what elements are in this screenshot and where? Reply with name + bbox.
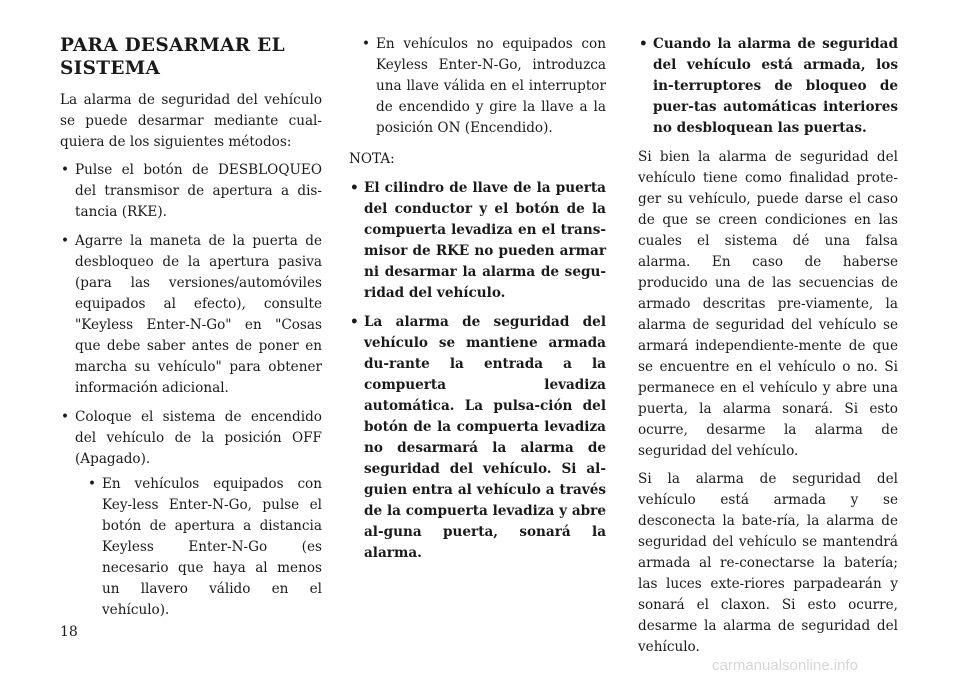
method-text: Agarre la maneta de la puerta de desbloqueo de la apertura pasiva (para las versiones/automóviles equipados al efecto), consulte "Keyless Enter-N-Go" en "Cosas que debe saber antes de poner en marcha su vehículo" para obtener información adicional. bbox=[75, 233, 322, 396]
intro-paragraph: La alarma de seguridad del vehículo se puede desarmar mediante cual-quiera de los siguientes métodos: bbox=[60, 92, 322, 150]
note-text: La alarma de seguridad del vehículo se mantiene armada du-rante la entrada a la compuerta levadiza automática. La pulsa-ción del botón de la compuerta levadiza no desarmará la alarma de seguridad del vehículo. Si al-guien entra al vehículo a través de la compuerta levadiza y abre al-guna puerta, sonará la alarma. bbox=[364, 314, 606, 561]
method-text: Coloque el sistema de encendido del vehículo de la posición OFF (Apagado). bbox=[75, 409, 322, 467]
bullet-icon: • bbox=[61, 409, 70, 425]
bullet-icon: • bbox=[362, 36, 371, 52]
bullet-icon: • bbox=[350, 314, 359, 330]
note-text: Cuando la alarma de seguridad del vehículo está armada, los in-terruptores de bloqueo de puer-tas automáticas interiores no desbloquean las puertas. bbox=[653, 36, 898, 136]
note-text: El cilindro de llave de la puerta del conductor y el botón de la compuerta levadiza en el trans-misor de RKE no pueden armar ni desarmar la alarma de segu-ridad del vehículo. bbox=[364, 180, 606, 301]
bullet-icon: • bbox=[350, 180, 359, 196]
method-text: Pulse el botón de DESBLOQUEO del transmisor de apertura a dis-tancia (RKE). bbox=[75, 162, 322, 220]
bullet-icon: • bbox=[61, 162, 70, 178]
page-number: 18 bbox=[60, 624, 78, 640]
bullet-icon: • bbox=[61, 233, 70, 249]
sub-method-text: En vehículos equipados con Key-less Enter-N-Go, pulse el botón de apertura a distancia Keyless Enter-N-Go (es necesario que haya al menos un llavero válido en el vehículo). bbox=[102, 476, 322, 618]
bullet-icon: • bbox=[639, 36, 648, 52]
nota-label: NOTA: bbox=[349, 151, 395, 167]
bullet-icon: • bbox=[88, 476, 97, 492]
section-heading: PARA DESARMAR EL SISTEMA bbox=[60, 35, 285, 79]
watermark-text: carmanualsonline.info bbox=[712, 657, 858, 674]
body-paragraph: Si la alarma de seguridad del vehículo está armada y se desconecta la bate-ría, la alarma de seguridad del vehículo se mantendrá armada al re-conectarse la batería; las luces exte-riores parpadearán y sonará el claxon. Si esto ocurre, desarme la alarma de seguridad del vehículo. bbox=[638, 471, 898, 655]
sub-method-text: En vehículos no equipados con Keyless Enter-N-Go, introduzca una llave válida en el interruptor de encendido y gire la llave a la posición ON (Encendido). bbox=[376, 36, 606, 136]
body-paragraph: Si bien la alarma de seguridad del vehículo tiene como finalidad prote-ger su vehículo, puede darse el caso de que se creen condiciones en las cuales el sistema dé una falsa alarma. En caso de haberse producido una de las secuencias de armado descritas pre-viamente, la alarma de seguridad del vehículo se armará independiente-mente de que se encuentre en el vehículo o no. Si permanece en el vehículo y abre una puerta, la alarma sonará. Si esto ocurre, desarme la alarma de seguridad del vehículo. bbox=[638, 149, 898, 459]
